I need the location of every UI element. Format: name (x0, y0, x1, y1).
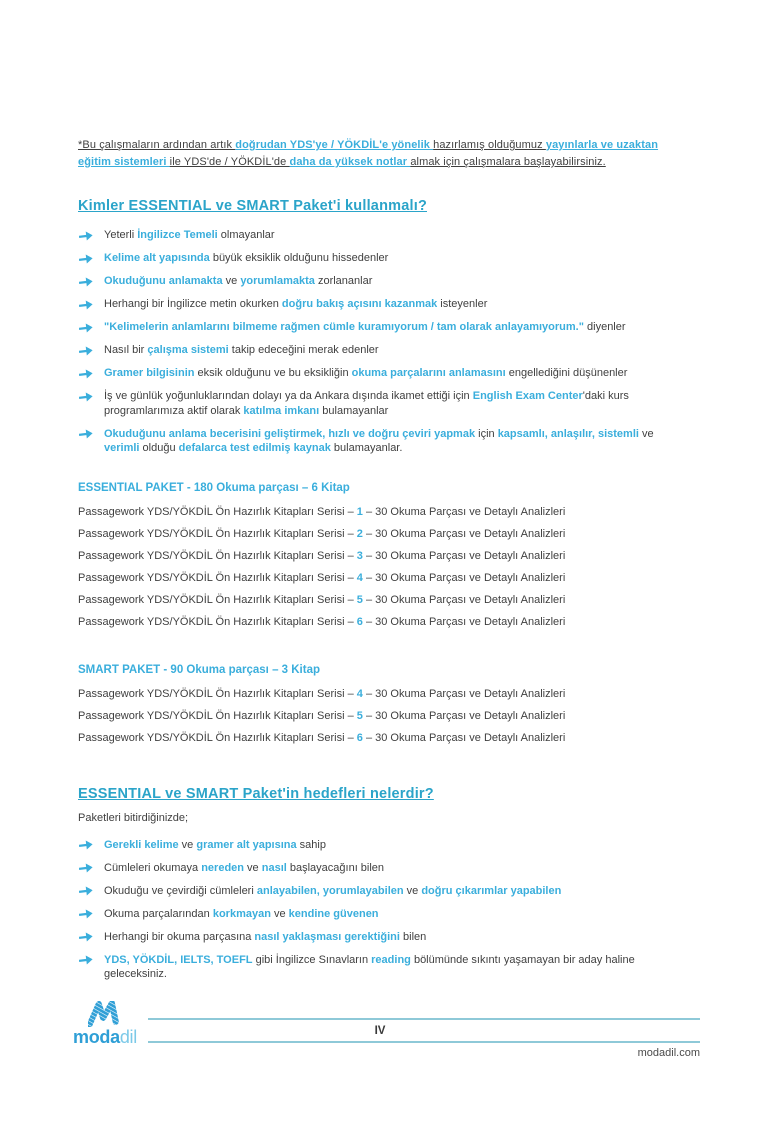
bullet-text (104, 953, 692, 982)
bullet-item (78, 320, 692, 335)
text-segment: – 30 Okuma Parçası ve Detaylı Analizleri (362, 687, 566, 700)
arrow-bullet-icon (79, 885, 93, 897)
text-segment: anlayabilen, yorumlayabilen (256, 884, 404, 897)
text-segment: *Bu çalışmaların ardından artık (78, 139, 236, 151)
text-segment: 5 (356, 709, 363, 722)
text-segment: ile YDS'de / YÖKDİL'de (169, 156, 290, 168)
text-segment: Passagework YDS/YÖKDİL Ön Hazırlık Kitapları Serisi – (78, 687, 357, 700)
bullet-item (78, 228, 692, 243)
page-number: IV (374, 1025, 386, 1037)
text-segment: Yeterli (104, 229, 138, 241)
text-segment: bilen (399, 930, 427, 943)
text-segment: takip edeceğini merak edenler (228, 344, 379, 356)
arrow-bullet-icon (79, 299, 93, 311)
text-segment: – 30 Okuma Parçası ve Detaylı Analizleri (362, 571, 566, 584)
bullet-item (78, 838, 692, 853)
page-content (78, 137, 692, 990)
arrow-bullet-icon (79, 428, 93, 440)
text-segment: Gramer bilgisinin (104, 367, 195, 379)
text-segment: isteyenler (437, 298, 488, 310)
logo-word-moda: moda (73, 1027, 120, 1047)
book-list-item (78, 611, 692, 633)
text-segment: 4 (356, 571, 363, 584)
text-segment: 1 (356, 505, 363, 518)
text-segment: 6 (356, 731, 363, 744)
text-segment: nereden (201, 861, 244, 874)
text-segment: 4 (356, 687, 363, 700)
package-title-smart: SMART PAKET - 90 Okuma parçası – 3 Kitap (78, 663, 320, 676)
text-segment: kapsamlı, anlaşılır, sistemli (497, 427, 639, 440)
bullet-item (78, 274, 692, 289)
book-list-item (78, 683, 692, 705)
modadil-m-icon (88, 1001, 122, 1027)
text-segment: için (475, 427, 498, 440)
text-segment: 2 (356, 527, 363, 540)
text-segment: yorumlamakta (240, 275, 315, 287)
bullet-item (78, 343, 692, 358)
text-segment: Passagework YDS/YÖKDİL Ön Hazırlık Kitapları Serisi – (78, 615, 357, 628)
text-segment: ve (222, 275, 241, 287)
book-list-essential (78, 501, 692, 633)
book-list-item (78, 567, 692, 589)
text-segment: ve (244, 861, 262, 874)
arrow-bullet-icon (79, 862, 93, 874)
text-segment: korkmayan (212, 907, 271, 920)
text-segment: Passagework YDS/YÖKDİL Ön Hazırlık Kitapları Serisi – (78, 593, 357, 606)
text-segment: büyük eksiklik olduğunu hissedenler (209, 252, 389, 264)
text-segment: Passagework YDS/YÖKDİL Ön Hazırlık Kitapları Serisi – (78, 527, 357, 540)
bullet-text (104, 320, 626, 335)
book-list-item (78, 545, 692, 567)
text-segment: Okuma parçalarından (104, 907, 213, 920)
text-segment: 3 (356, 549, 363, 562)
bullet-list-who (78, 228, 692, 456)
book-list-item (78, 727, 692, 749)
arrow-bullet-icon (79, 391, 93, 403)
arrow-bullet-icon (79, 368, 93, 380)
footer-rule-top (148, 1018, 700, 1020)
footer-rule-bottom (148, 1041, 700, 1043)
text-segment: 'daki kurs programlarımıza aktif olarak (104, 390, 629, 417)
text-segment: nasıl yaklaşması gerektiğini (254, 930, 400, 943)
text-segment: doğru çıkarımlar yapabilen (421, 884, 562, 897)
text-segment: nasıl (261, 861, 287, 874)
arrow-bullet-icon (79, 253, 93, 265)
text-segment: Passagework YDS/YÖKDİL Ön Hazırlık Kitapları Serisi – (78, 549, 357, 562)
arrow-bullet-icon (79, 954, 93, 966)
text-segment: "Kelimelerin anlamlarını bilmeme rağmen cümle kuramıyorum / tam olarak anlayamıyorum." (104, 321, 584, 333)
text-segment: – 30 Okuma Parçası ve Detaylı Analizleri (362, 527, 566, 540)
text-segment: 5 (356, 593, 363, 606)
text-segment: Passagework YDS/YÖKDİL Ön Hazırlık Kitapları Serisi – (78, 709, 357, 722)
text-segment: ve (638, 427, 654, 440)
text-segment: Passagework YDS/YÖKDİL Ön Hazırlık Kitapları Serisi – (78, 571, 357, 584)
text-segment: YDS, YÖKDİL, IELTS, TOEFL (104, 953, 253, 966)
bullet-item (78, 366, 692, 381)
text-segment: Herhangi bir okuma parçasına (104, 930, 255, 943)
text-segment: doğru bakış açısını kazanmak (281, 298, 438, 310)
text-segment: çalışma sistemi (147, 344, 229, 356)
arrow-bullet-icon (79, 230, 93, 242)
text-segment: Herhangi bir İngilizce metin okurken (104, 298, 282, 310)
text-segment: Okuduğu ve çevirdiği cümleleri (104, 884, 257, 897)
bullet-list-goals (78, 838, 692, 982)
bullet-item (78, 389, 692, 418)
text-segment: zorlananlar (314, 275, 373, 287)
book-list-smart (78, 683, 692, 749)
text-segment: engellediğini düşünenler (505, 367, 628, 379)
bullet-text (104, 838, 326, 853)
text-segment: yayınlarla ve uzaktan eğitim sistemleri (78, 139, 659, 168)
text-segment: verimli (104, 442, 140, 454)
section-heading-who: Kimler ESSENTIAL ve SMART Paket'i kullanmalı? (78, 198, 427, 214)
arrow-bullet-icon (79, 345, 93, 357)
text-segment: almak için çalışmalara başlayabilirsiniz. (410, 156, 606, 168)
text-segment: Okuduğunu anlama becerisini geliştirmek, hızlı ve doğru çeviri yapmak (104, 427, 476, 440)
text-segment: bölümünde sıkıntı yaşamayan bir aday haline geleceksiniz. (104, 953, 635, 980)
bullet-item (78, 953, 692, 982)
text-segment: – 30 Okuma Parçası ve Detaylı Analizleri (362, 615, 566, 628)
arrow-bullet-icon (79, 322, 93, 334)
logo-word-dil: dil (119, 1027, 137, 1047)
text-segment: – 30 Okuma Parçası ve Detaylı Analizleri (362, 731, 566, 744)
bullet-text (104, 366, 627, 381)
text-segment: İngilizce Temeli (137, 229, 218, 241)
text-segment: Cümleleri okumaya (104, 861, 202, 874)
text-segment: English Exam Center (472, 390, 583, 402)
modadil-logo (62, 1001, 148, 1046)
text-segment: bulamayanlar. (330, 442, 403, 454)
text-segment: bulamayanlar (319, 404, 389, 417)
text-segment: – 30 Okuma Parçası ve Detaylı Analizleri (362, 549, 566, 562)
section-heading-goals: ESSENTIAL ve SMART Paket'in hedefleri nelerdir? (78, 785, 434, 802)
bullet-item (78, 427, 692, 456)
text-segment: İş ve günlük yoğunluklarından dolayı ya da Ankara dışında ikamet ettiği için (104, 390, 473, 402)
arrow-bullet-icon (79, 839, 93, 851)
text-segment: daha da yüksek notlar (289, 156, 411, 168)
bullet-text (104, 930, 426, 945)
book-list-item (78, 501, 692, 523)
bullet-text (104, 389, 692, 418)
bullet-item (78, 907, 692, 922)
text-segment: reading (371, 953, 411, 966)
text-segment: diyenler (583, 321, 626, 333)
book-list-item (78, 589, 692, 611)
text-segment: Passagework YDS/YÖKDİL Ön Hazırlık Kitapları Serisi – (78, 505, 357, 518)
text-segment: 6 (356, 615, 363, 628)
text-segment: Okuduğunu anlamakta (104, 275, 223, 287)
text-segment: gramer alt yapısına (196, 838, 297, 851)
text-segment: eksik olduğunu ve bu eksikliğin (194, 367, 352, 379)
text-segment: – 30 Okuma Parçası ve Detaylı Analizleri (362, 505, 566, 518)
text-segment: – 30 Okuma Parçası ve Detaylı Analizleri (362, 709, 566, 722)
goals-lead-text: Paketleri bitirdiğinizde; (78, 811, 189, 824)
text-segment: sahip (296, 838, 326, 851)
arrow-bullet-icon (79, 908, 93, 920)
bullet-text (104, 251, 388, 266)
text-segment: doğrudan YDS'ye / YÖKDİL'e yönelik (235, 139, 434, 151)
text-segment: hazırlamış olduğumuz (433, 139, 546, 151)
bullet-item (78, 297, 692, 312)
bullet-item (78, 251, 692, 266)
text-segment: katılma imkanı (243, 404, 320, 417)
intro-paragraph (78, 137, 692, 171)
bullet-text (104, 297, 487, 312)
bullet-text (104, 427, 692, 456)
bullet-text (104, 228, 275, 243)
bullet-item (78, 930, 692, 945)
text-segment: – 30 Okuma Parçası ve Detaylı Analizleri (362, 593, 566, 606)
bullet-text (104, 861, 384, 876)
bullet-text (104, 907, 379, 922)
arrow-bullet-icon (79, 931, 93, 943)
text-segment: Nasıl bir (104, 344, 148, 356)
book-list-item (78, 523, 692, 545)
text-segment: Gerekli kelime (104, 838, 179, 851)
bullet-item (78, 861, 692, 876)
text-segment: olmayanlar (217, 229, 275, 241)
text-segment: Kelime alt yapısında (104, 252, 210, 264)
bullet-text (104, 343, 379, 358)
bullet-text (104, 884, 561, 899)
bullet-text (104, 274, 372, 289)
text-segment: ve (178, 838, 197, 851)
text-segment: Passagework YDS/YÖKDİL Ön Hazırlık Kitapları Serisi – (78, 731, 357, 744)
bullet-item (78, 884, 692, 899)
package-title-essential: ESSENTIAL PAKET - 180 Okuma parçası – 6 Kitap (78, 481, 350, 494)
text-segment: kendine güvenen (288, 907, 379, 920)
text-segment: ve (270, 907, 289, 920)
text-segment: defalarca test edilmiş kaynak (178, 442, 331, 454)
website-url: modadil.com (637, 1047, 700, 1059)
text-segment: ve (403, 884, 422, 897)
book-list-item (78, 705, 692, 727)
arrow-bullet-icon (79, 276, 93, 288)
text-segment: başlayacağını bilen (286, 861, 385, 874)
text-segment: gibi İngilizce Sınavların (252, 953, 372, 966)
text-segment: okuma parçalarını anlamasını (351, 367, 506, 379)
text-segment: olduğu (139, 442, 179, 454)
